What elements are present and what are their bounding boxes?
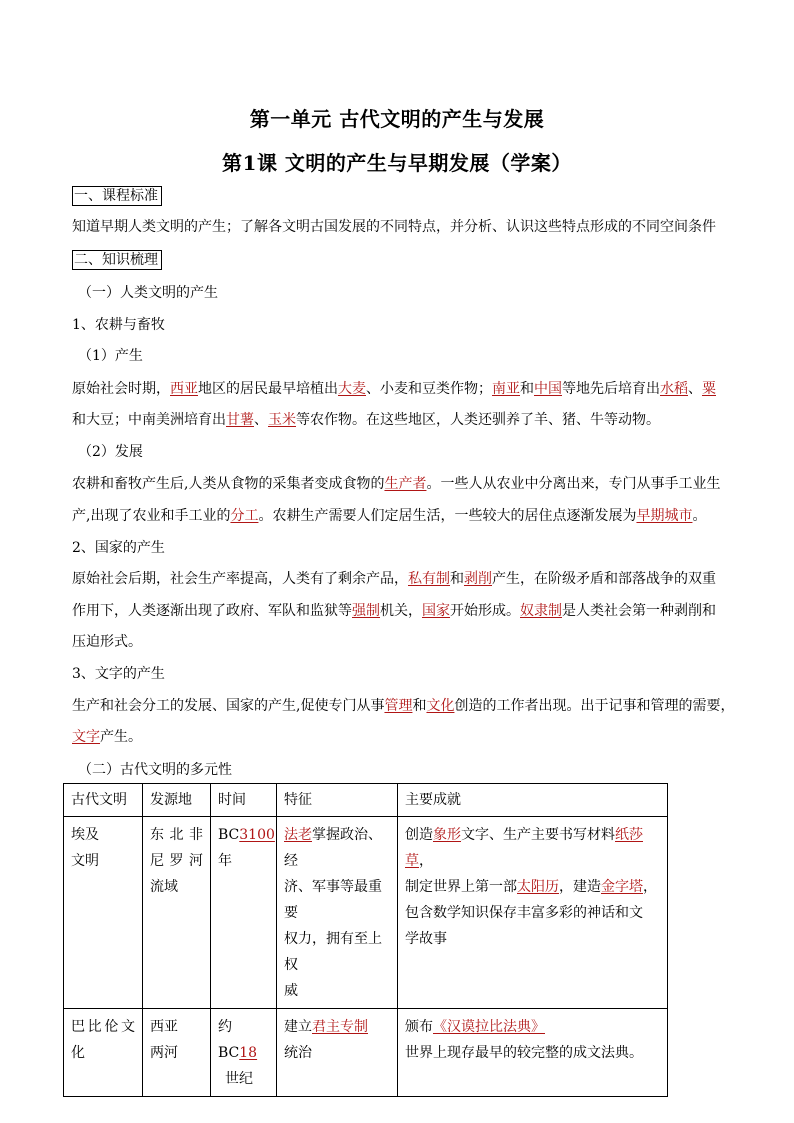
section-2-heading-row: [72, 250, 732, 270]
table-header-cell: 主要成就: [398, 784, 668, 817]
table-row: [64, 1009, 668, 1097]
answer-blank: 《汉谟拉比法典》: [433, 1019, 545, 1035]
answer-blank: 强制: [352, 603, 380, 619]
answer-blank: 中国: [534, 381, 562, 397]
answer-blank: 文字: [72, 729, 100, 745]
table-cell-achievements: 颁布《汉谟拉比法典》 世界上现存最早的较完整的成文法典。: [398, 1009, 668, 1097]
curriculum-standard-text: 知道早期人类文明的产生；了解各文明古国发展的不同特点，并分析、认识这些特点形成的不同空间条件: [72, 219, 716, 235]
answer-blank: 玉米: [268, 412, 296, 428]
answer-blank: 私有制: [408, 571, 450, 587]
table-cell-civilization: 埃及 文明: [64, 817, 143, 1009]
answer-blank: 南亚: [492, 381, 520, 397]
unit-title: 第一单元 古代文明的产生与发展: [249, 107, 545, 131]
answer-blank: 金字塔: [601, 879, 643, 895]
writing-line-2: 文字产生。: [72, 729, 142, 745]
answer-blank: 生产者: [384, 476, 427, 492]
table-cell-time: 约 BC18 世纪: [211, 1009, 277, 1097]
answer-blank: 象形: [433, 827, 461, 843]
answer-blank: 分工: [230, 508, 259, 524]
point-2-line-2: 产,出现了农业和手工业的分工。农耕生产需要人们定居生活，一些较大的居住点逐渐发展为早期城市。: [72, 508, 707, 524]
answer-blank: 18: [239, 1045, 258, 1061]
answer-blank: 甘薯: [226, 412, 254, 428]
state-line-1: 原始社会后期，社会生产率提高，人类有了剩余产品，私有制和剥削产生，在阶级矛盾和部落战争的双重: [72, 571, 716, 587]
table-cell-feature: 建立君主专制 统治: [277, 1009, 398, 1097]
answer-blank: 文化: [426, 698, 455, 714]
subsection-2-heading: （二）古代文明的多元性: [78, 762, 232, 778]
section-1-heading-row: [72, 186, 732, 206]
state-line-2: 作用下，人类逐渐出现了政府、军队和监狱等强制机关，国家开始形成。奴隶制是人类社会第一种剥削和: [72, 603, 716, 619]
point-1-label: （1）产生: [78, 348, 143, 364]
answer-blank: 粟: [702, 381, 716, 397]
table-header-row: [64, 784, 668, 817]
answer-blank: 君主专制: [312, 1019, 368, 1035]
table-header-cell: 特征: [277, 784, 398, 817]
state-line-3: 压迫形式。: [72, 634, 142, 650]
item-1-heading: 1、农耕与畜牧: [72, 317, 165, 333]
answer-blank: 大麦: [338, 381, 366, 397]
table-cell-origin: 东北非 尼罗河 流域: [143, 817, 211, 1009]
point-2-label: （2）发展: [78, 444, 143, 460]
table-cell-civilization: 巴比伦文 化: [64, 1009, 143, 1097]
section-1-heading: 一、课程标准: [72, 186, 162, 206]
table-header-cell: 时间: [211, 784, 277, 817]
section-2-heading: 二、知识梳理: [72, 250, 162, 270]
answer-blank: 剥削: [464, 571, 492, 587]
table-cell-feature: 法老掌握政治、经 济、军事等最重要 权力，拥有至上权 威: [277, 817, 398, 1009]
answer-blank: 管理: [384, 698, 413, 714]
point-1-line-2: 和大豆；中南美洲培育出甘薯、玉米等农作物。在这些地区，人类还驯养了羊、猪、牛等动物。: [72, 412, 660, 428]
answer-blank: 水稻: [660, 381, 688, 397]
table-header-cell: 发源地: [143, 784, 211, 817]
table-cell-time: BC3100 年: [211, 817, 277, 1009]
answer-blank: 法老: [284, 827, 312, 843]
lesson-title: 第1课 文明的产生与早期发展（学案）: [222, 151, 572, 175]
item-3-heading: 3、文字的产生: [72, 666, 165, 682]
point-2-line-1: 农耕和畜牧产生后,人类从食物的采集者变成食物的生产者。一些人从农业中分离出来，专门从事手工业生: [72, 476, 721, 492]
subsection-1-heading: （一）人类文明的产生: [78, 285, 218, 301]
writing-line-1: 生产和社会分工的发展、国家的产生,促使专门从事管理和文化创造的工作者出现。出于记事和管理的需要，: [72, 698, 735, 714]
item-2-heading: 2、国家的产生: [72, 540, 165, 556]
answer-blank: 奴隶制: [520, 603, 562, 619]
answer-blank: 纸莎草: [405, 827, 643, 869]
answer-blank: 3100: [239, 827, 275, 843]
table-cell-origin: 西亚 两河: [143, 1009, 211, 1097]
answer-blank: 西亚: [170, 381, 198, 397]
answer-blank: 太阳历: [517, 879, 559, 895]
table-cell-achievements: 创造象形文字、生产主要书写材料纸莎草， 制定世界上第一部太阳历，建造金字塔， 包含数学知识保存丰富多彩的神话和文 学故事: [398, 817, 668, 1009]
point-1-line-1: 原始社会时期，西亚地区的居民最早培植出大麦、小麦和豆类作物；南亚和中国等地先后培育出水稻、粟: [72, 381, 716, 397]
answer-blank: 国家: [422, 603, 450, 619]
answer-blank: 早期城市: [636, 508, 693, 524]
table-header-cell: 古代文明: [64, 784, 143, 817]
civilizations-table: [63, 783, 668, 1097]
table-row: [64, 817, 668, 1009]
